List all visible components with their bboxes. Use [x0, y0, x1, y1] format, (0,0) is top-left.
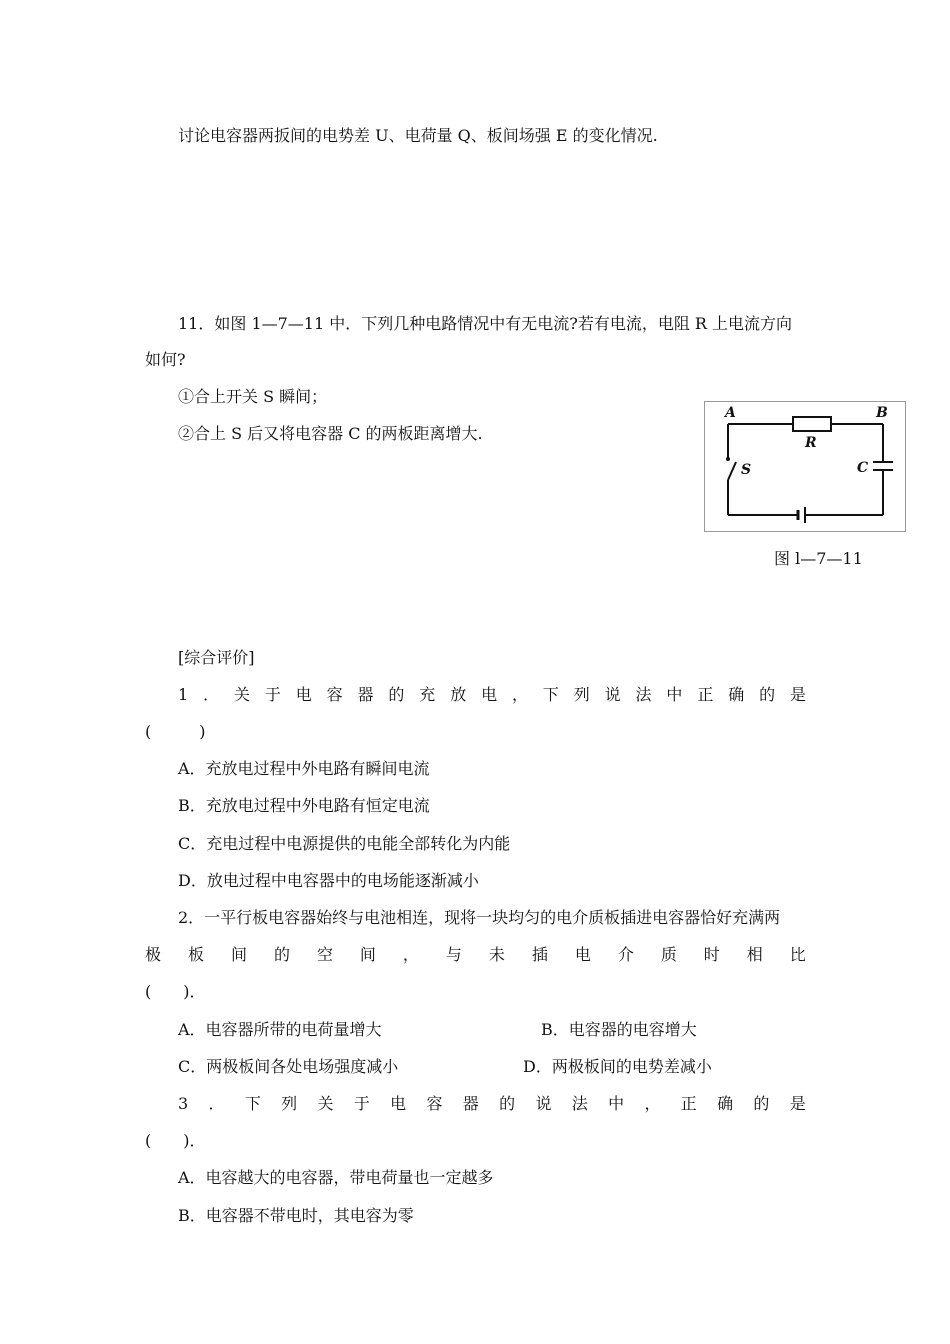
label-a: A [725, 405, 736, 421]
q2-line2-char: 空 [316, 945, 333, 964]
q1-stem-char: 中 [666, 685, 683, 704]
intro-line: 讨论电容器两扳间的电势差 U、电荷量 Q、板间场强 E 的变化情况. [178, 126, 658, 145]
q3-stem-char: 关 [317, 1094, 334, 1113]
q3-stem-char: 法 [571, 1094, 588, 1113]
q2-option-b: B．电容器的电容增大 [541, 1020, 697, 1039]
q1-stem-char: 说 [604, 685, 621, 704]
q1-stem-char: 法 [635, 685, 652, 704]
q1-stem-char: 下 [542, 685, 559, 704]
q3-stem-char: 3 [178, 1094, 189, 1113]
label-c: C [857, 460, 869, 476]
q2-line2-char: 比 [789, 945, 806, 964]
q1-stem-char: 的 [388, 685, 405, 704]
q2-line2-char: ， [402, 945, 419, 964]
q3-stem-char: 电 [390, 1094, 407, 1113]
q1-option-d: D．放电过程中电容器中的电场能逐渐减小 [178, 871, 479, 890]
q2-line2-char: 间 [230, 945, 247, 964]
q1-stem-char: ． [203, 685, 220, 704]
resistor-symbol [793, 417, 831, 431]
q2-option-a: A．电容器所带的电荷量增大 [178, 1020, 382, 1039]
q1-stem-char: 确 [728, 685, 745, 704]
q1-stem-char: 放 [450, 685, 467, 704]
q11-item2: ②合上 S 后又将电容器 C 的两板距离增大. [178, 424, 483, 443]
circuit-figure [704, 401, 906, 532]
q2-line2-char: 未 [488, 945, 505, 964]
q1-stem-char: 关 [233, 685, 250, 704]
q2-line1: 2．一平行板电容器始终与电池相连，现将一块均匀的电介质板插进电容器恰好充满两 [178, 908, 781, 927]
q11-item1: ①合上开关 S 瞬间； [178, 387, 328, 406]
q1-stem-char: 是 [789, 685, 806, 704]
q1-stem-char: 正 [697, 685, 714, 704]
q2-line2-char: 电 [574, 945, 591, 964]
q3-stem-char: 说 [535, 1094, 552, 1113]
q1-stem-char: 的 [759, 685, 776, 704]
label-s: S [741, 462, 752, 478]
q3-option-b: B．电容器不带电时，其电容为零 [178, 1206, 414, 1225]
q3-stem-char: 是 [789, 1094, 806, 1113]
q1-stem-char: 电 [481, 685, 498, 704]
q11-line2: 如何? [145, 350, 186, 369]
q2-line2-char: 的 [273, 945, 290, 964]
q2-line2-char: 板 [187, 945, 204, 964]
q3-stem-char: 确 [717, 1094, 734, 1113]
q1-stem-char: 于 [264, 685, 281, 704]
q3-paren: ( )． [145, 1131, 206, 1150]
q2-option-d: D．两极板间的电势差减小 [523, 1057, 712, 1076]
q2-line2-char: 极 [145, 945, 162, 964]
q2-option-c: C．两极板间各处电场强度减小 [178, 1057, 399, 1076]
switch-contact [726, 457, 730, 461]
q3-option-a: A．电容越大的电容器，带电荷量也一定越多 [178, 1168, 494, 1187]
q2-line2 [145, 944, 806, 966]
q3-stem-char: 中 [608, 1094, 625, 1113]
q2-line2-char: 与 [445, 945, 462, 964]
q2-line2-char: 质 [660, 945, 677, 964]
q2-line2-char: 插 [531, 945, 548, 964]
q1-stem-char: 器 [357, 685, 374, 704]
q3-stem-char: 容 [426, 1094, 443, 1113]
q1-paren: ( ) [145, 722, 206, 741]
q3-stem-char: 的 [753, 1094, 770, 1113]
q2-line2-char: 相 [746, 945, 763, 964]
q1-stem-char: 列 [573, 685, 590, 704]
q3-stem [178, 1093, 806, 1115]
q1-stem [178, 684, 806, 706]
q1-stem-char: 充 [419, 685, 436, 704]
q1-option-a: A．充放电过程中外电路有瞬间电流 [178, 759, 430, 778]
q3-stem-char: 正 [680, 1094, 697, 1113]
q1-option-b: B．充放电过程中外电路有恒定电流 [178, 796, 430, 815]
figure-caption: 图 l—7—11 [774, 549, 863, 568]
q3-stem-char: 下 [244, 1094, 261, 1113]
q11-line1: 11．如图 1—7—11 中．下列几种电路情况中有无电流?若有电流，电阻 R 上电流方向 [178, 314, 793, 333]
q3-stem-char: ． [208, 1094, 225, 1113]
switch-blade [728, 462, 736, 480]
q1-stem-char: 容 [326, 685, 343, 704]
q1-stem-char: 电 [295, 685, 312, 704]
label-b: B [876, 405, 888, 421]
q3-stem-char: 器 [462, 1094, 479, 1113]
q1-stem-char: ， [511, 685, 528, 704]
q1-stem-char: 1 [178, 685, 189, 704]
q3-stem-char: 列 [281, 1094, 298, 1113]
q2-line2-char: 介 [617, 945, 634, 964]
label-r: R [805, 435, 817, 451]
q2-line2-char: 间 [359, 945, 376, 964]
q3-stem-char: 的 [499, 1094, 516, 1113]
q3-stem-char: ， [644, 1094, 661, 1113]
q2-line2-char: 时 [703, 945, 720, 964]
q1-option-c: C．充电过程中电源提供的电能全部转化为内能 [178, 834, 511, 853]
q3-stem-char: 于 [353, 1094, 370, 1113]
q2-paren: ( )． [145, 982, 206, 1001]
section-title: [综合评价] [178, 648, 255, 667]
circuit-diagram [705, 402, 907, 533]
